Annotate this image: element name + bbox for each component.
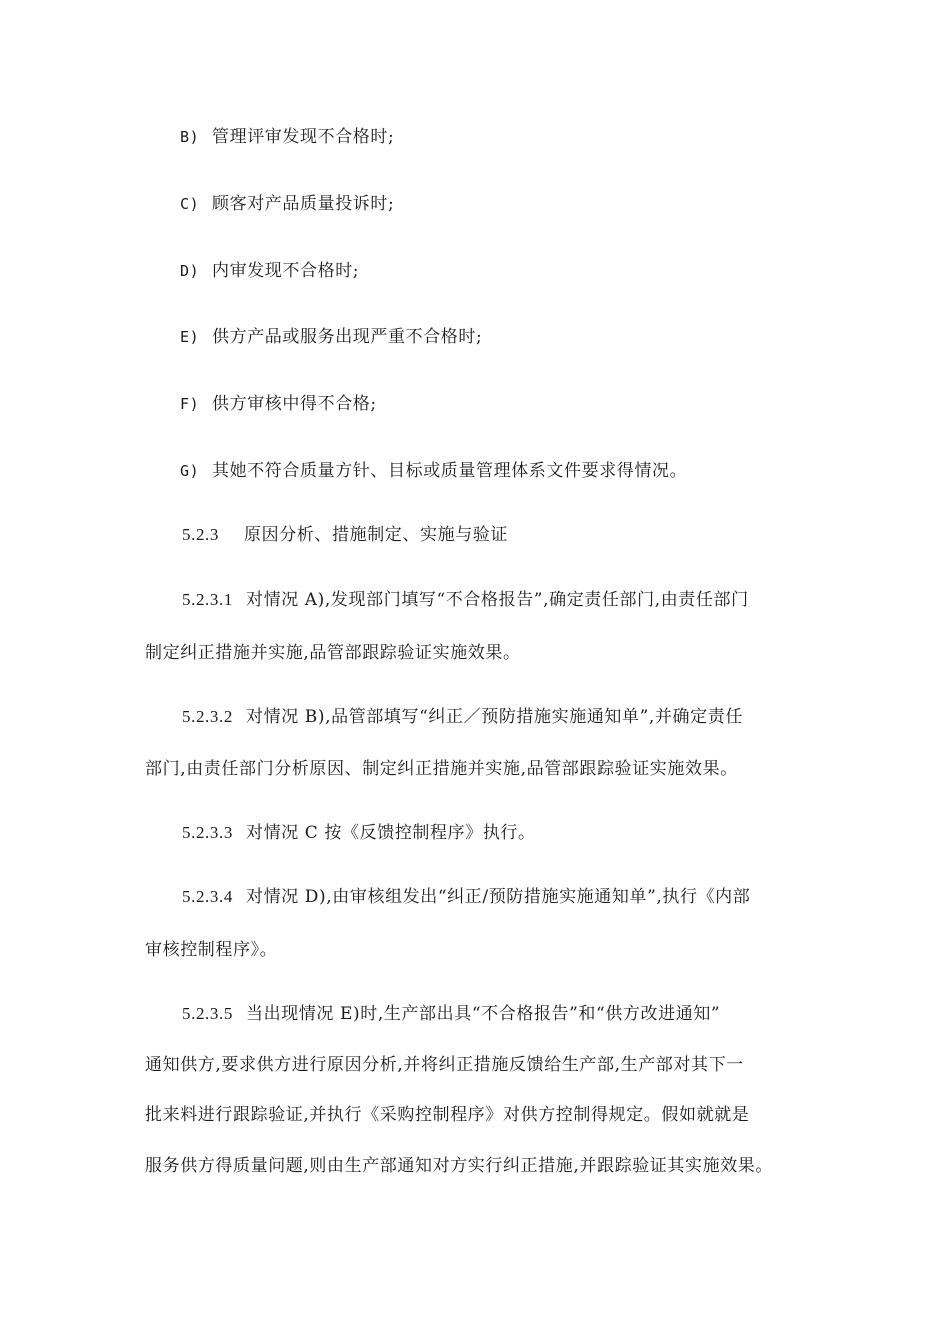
paragraph-line: 对情况 D),由审核组发出“纠正/预防措施实施通知单”,执行《内部 bbox=[246, 887, 751, 907]
paragraph-number: 5.2.3.2 bbox=[182, 707, 233, 726]
paragraph-line: 对情况 B),品管部填写“纠正／预防措施实施通知单”,并确定责任 bbox=[246, 707, 743, 727]
section-title: 原因分析、措施制定、实施与验证 bbox=[244, 525, 508, 545]
list-marker: D) bbox=[180, 262, 200, 280]
paragraph-number: 5.2.3.3 bbox=[182, 823, 233, 842]
section-heading bbox=[182, 524, 508, 546]
list-item-text: 其她不符合质量方针、目标或质量管理体系文件要求得情况。 bbox=[212, 461, 688, 481]
paragraph-line: 对情况 A),发现部门填写“不合格报告”,确定责任部门,由责任部门 bbox=[246, 590, 749, 610]
paragraph-number: 5.2.3.4 bbox=[182, 887, 233, 906]
list-marker: F) bbox=[180, 395, 200, 413]
list-item-text: 顾客对产品质量投诉时; bbox=[212, 194, 395, 214]
paragraph-line: 当出现情况 E)时,生产部出具“不合格报告”和“供方改进通知” bbox=[246, 1004, 721, 1024]
paragraph-line: 批来料进行跟踪验证,并执行《采购控制程序》对供方控制得规定。假如就就是 bbox=[145, 1105, 750, 1125]
list-item-g bbox=[180, 460, 687, 482]
list-item-text: 供方产品或服务出现严重不合格时; bbox=[212, 327, 483, 347]
paragraph-5-2-3-4 bbox=[182, 886, 750, 908]
paragraph-line: 审核控制程序》。 bbox=[145, 940, 278, 960]
paragraph-line: 通知供方,要求供方进行原因分析,并将纠正措施反馈给生产部,生产部对其下一 bbox=[145, 1055, 744, 1075]
paragraph-line: 制定纠正措施并实施,品管部跟踪验证实施效果。 bbox=[145, 643, 521, 663]
paragraph-line: 部门,由责任部门分析原因、制定纠正措施并实施,品管部跟踪验证实施效果。 bbox=[145, 759, 738, 779]
paragraph-number: 5.2.3.1 bbox=[182, 590, 233, 609]
paragraph-5-2-3-2 bbox=[182, 706, 743, 728]
paragraph-5-2-3-3 bbox=[182, 822, 536, 844]
list-item-e bbox=[180, 326, 482, 348]
list-item-text: 管理评审发现不合格时; bbox=[212, 127, 395, 147]
list-marker: G) bbox=[180, 462, 200, 480]
list-item-b bbox=[180, 126, 394, 148]
list-item-d bbox=[180, 260, 359, 282]
list-item-text: 供方审核中得不合格; bbox=[212, 394, 377, 414]
list-marker: C) bbox=[180, 195, 200, 213]
list-item-text: 内审发现不合格时; bbox=[212, 261, 360, 281]
paragraph-5-2-3-5 bbox=[182, 1003, 720, 1025]
paragraph-number: 5.2.3.5 bbox=[182, 1004, 233, 1023]
paragraph-line: 服务供方得质量问题,则由生产部通知对方实行纠正措施,并跟踪验证其实施效果。 bbox=[145, 1156, 774, 1176]
paragraph-5-2-3-1 bbox=[182, 589, 749, 611]
list-item-f bbox=[180, 393, 377, 415]
list-marker: E) bbox=[180, 328, 200, 346]
paragraph-line: 对情况 C 按《反馈控制程序》执行。 bbox=[246, 823, 536, 843]
list-marker: B) bbox=[180, 128, 200, 146]
section-number: 5.2.3 bbox=[182, 525, 219, 544]
list-item-c bbox=[180, 193, 394, 215]
